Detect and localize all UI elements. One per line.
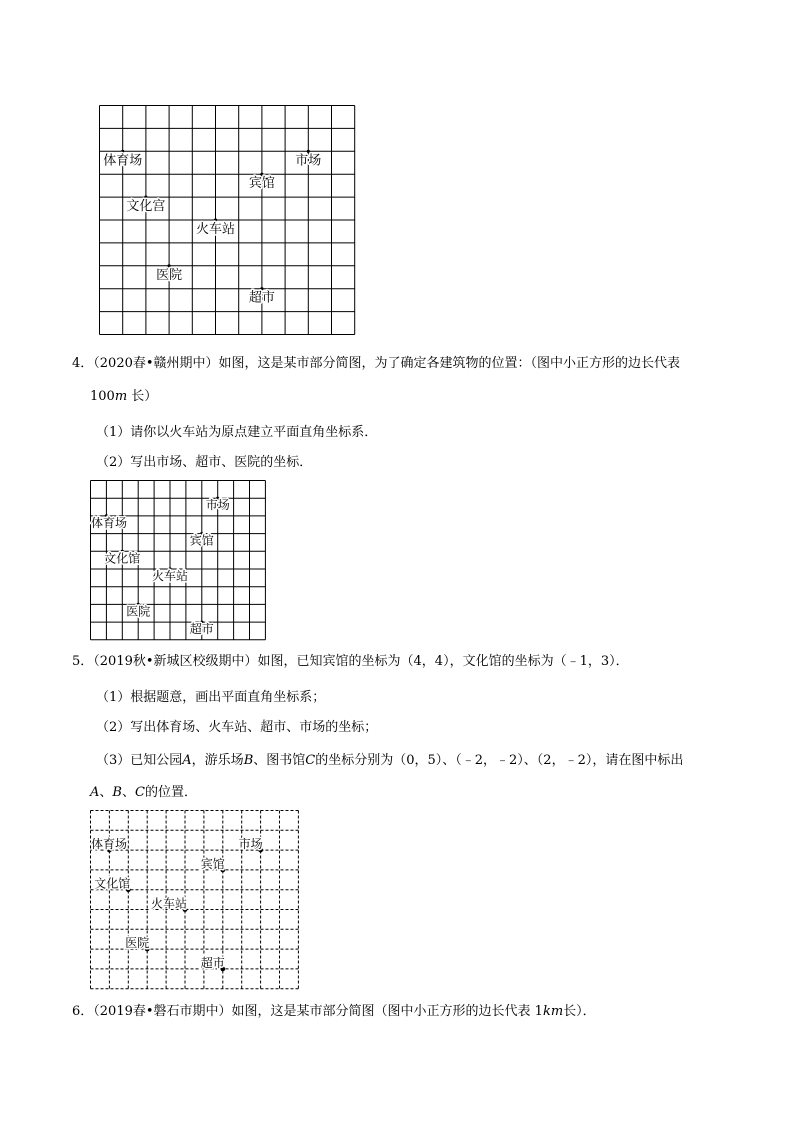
place-marker — [94, 876, 130, 892]
place-label: 市场 — [238, 837, 263, 852]
grid-lines — [91, 481, 266, 640]
q4-cont-number: 100 — [90, 389, 115, 404]
place-marker — [156, 264, 182, 283]
question-6-header — [72, 1004, 596, 1021]
place-marker — [239, 836, 263, 852]
place-marker — [91, 836, 127, 852]
q4-cont-tail: 长） — [127, 389, 158, 404]
q5-s3-part-a: （3）已知公园 — [96, 753, 183, 768]
place-label: 宾馆 — [200, 856, 225, 871]
place-label: 市场 — [295, 153, 322, 169]
q5-s3-B: B — [243, 753, 254, 768]
q6-header-text: 6．（2019春•磐石市期中）如图，这是某市部分简图（图中小正方形的边长代表 1 — [72, 1004, 543, 1019]
place-marker — [249, 173, 275, 192]
grid-2-svg — [90, 480, 266, 641]
place-label: 宾馆 — [189, 533, 214, 548]
question-5-sub-1: （1）根据题意，画出平面直角坐标系； — [96, 690, 326, 705]
q5-s3-C2: C — [134, 785, 145, 800]
q5-s3-sep-1: 、 — [99, 785, 113, 800]
place-label: 体育场 — [91, 837, 128, 852]
place-marker — [126, 196, 165, 215]
place-marker — [151, 896, 187, 912]
q6-header-tail: 长）． — [563, 1004, 596, 1019]
question-4-header: 4．（2020春•赣州期中）如图，这是某市部分简图，为了确定各建筑物的位置：（图中小正方形的边长代表 — [72, 356, 681, 371]
place-label: 医院 — [156, 267, 183, 283]
q6-header-unit: km — [542, 1004, 564, 1019]
grid-figure-3 — [90, 810, 300, 990]
place-label: 宾馆 — [248, 176, 275, 192]
q5-s3-A: A — [182, 753, 192, 768]
place-label: 文化馆 — [104, 551, 141, 566]
place-label: 火车站 — [152, 569, 189, 583]
q5-s3-B2: B — [112, 785, 122, 800]
q5-s3-part-e: 的位置． — [144, 785, 197, 800]
grid-lines — [100, 106, 355, 335]
grid-figure-1 — [99, 105, 355, 335]
place-label: 体育场 — [103, 153, 143, 169]
place-marker — [206, 497, 230, 513]
q5-s3-part-d: 的坐标分别为（0，5）、（﹣2，﹣2）、（2，﹣2），请在图中标出 — [315, 753, 684, 768]
q4-cont-unit: m — [114, 389, 128, 404]
place-marker — [295, 150, 321, 169]
place-label: 火车站 — [151, 896, 188, 911]
place-label: 超市 — [189, 622, 214, 637]
place-label: 体育场 — [91, 515, 128, 530]
place-label: 文化宫 — [126, 199, 166, 215]
grid-1-svg — [99, 105, 355, 335]
place-marker — [152, 567, 188, 583]
q5-s3-sep-2: 、 — [121, 785, 135, 800]
place-marker — [201, 955, 225, 971]
question-5-sub-3-continuation — [90, 781, 197, 800]
question-4-continuation — [90, 385, 157, 404]
place-label: 文化馆 — [94, 876, 131, 891]
place-label: 超市 — [248, 290, 275, 306]
place-label: 火车站 — [196, 222, 236, 237]
place-label: 医院 — [125, 936, 150, 951]
q5-s3-part-c: 、图书馆 — [253, 753, 306, 768]
place-marker — [91, 514, 127, 530]
place-marker — [196, 218, 235, 237]
q5-s3-C: C — [305, 753, 316, 768]
place-marker — [190, 621, 214, 637]
grid-figure-2 — [90, 480, 266, 641]
place-marker — [103, 150, 142, 169]
question-5-sub-2: （2）写出体育场、火车站、超市、市场的坐标； — [96, 720, 378, 735]
place-label: 市场 — [205, 498, 230, 513]
place-marker — [104, 550, 140, 566]
place-marker — [249, 287, 275, 306]
question-5-header: 5．（2019秋•新城区校级期中）如图，已知宾馆的坐标为（4，4），文化馆的坐标为（﹣1，3）． — [72, 654, 629, 669]
question-5-sub-3 — [96, 749, 683, 768]
grid-lines — [91, 811, 299, 989]
place-label: 超市 — [200, 955, 225, 970]
place-marker — [201, 856, 225, 872]
question-4-sub-2: （2）写出市场、超市、医院的坐标． — [96, 455, 313, 470]
place-marker — [125, 936, 149, 951]
place-marker — [126, 603, 150, 619]
q5-s3-A2: A — [90, 785, 100, 800]
question-4-sub-1: （1）请你以火车站为原点建立平面直角坐标系． — [96, 425, 378, 440]
q5-s3-part-b: ，游乐场 — [191, 753, 244, 768]
grid-3-svg — [90, 810, 300, 990]
place-marker — [190, 532, 214, 548]
place-label: 医院 — [126, 604, 151, 619]
